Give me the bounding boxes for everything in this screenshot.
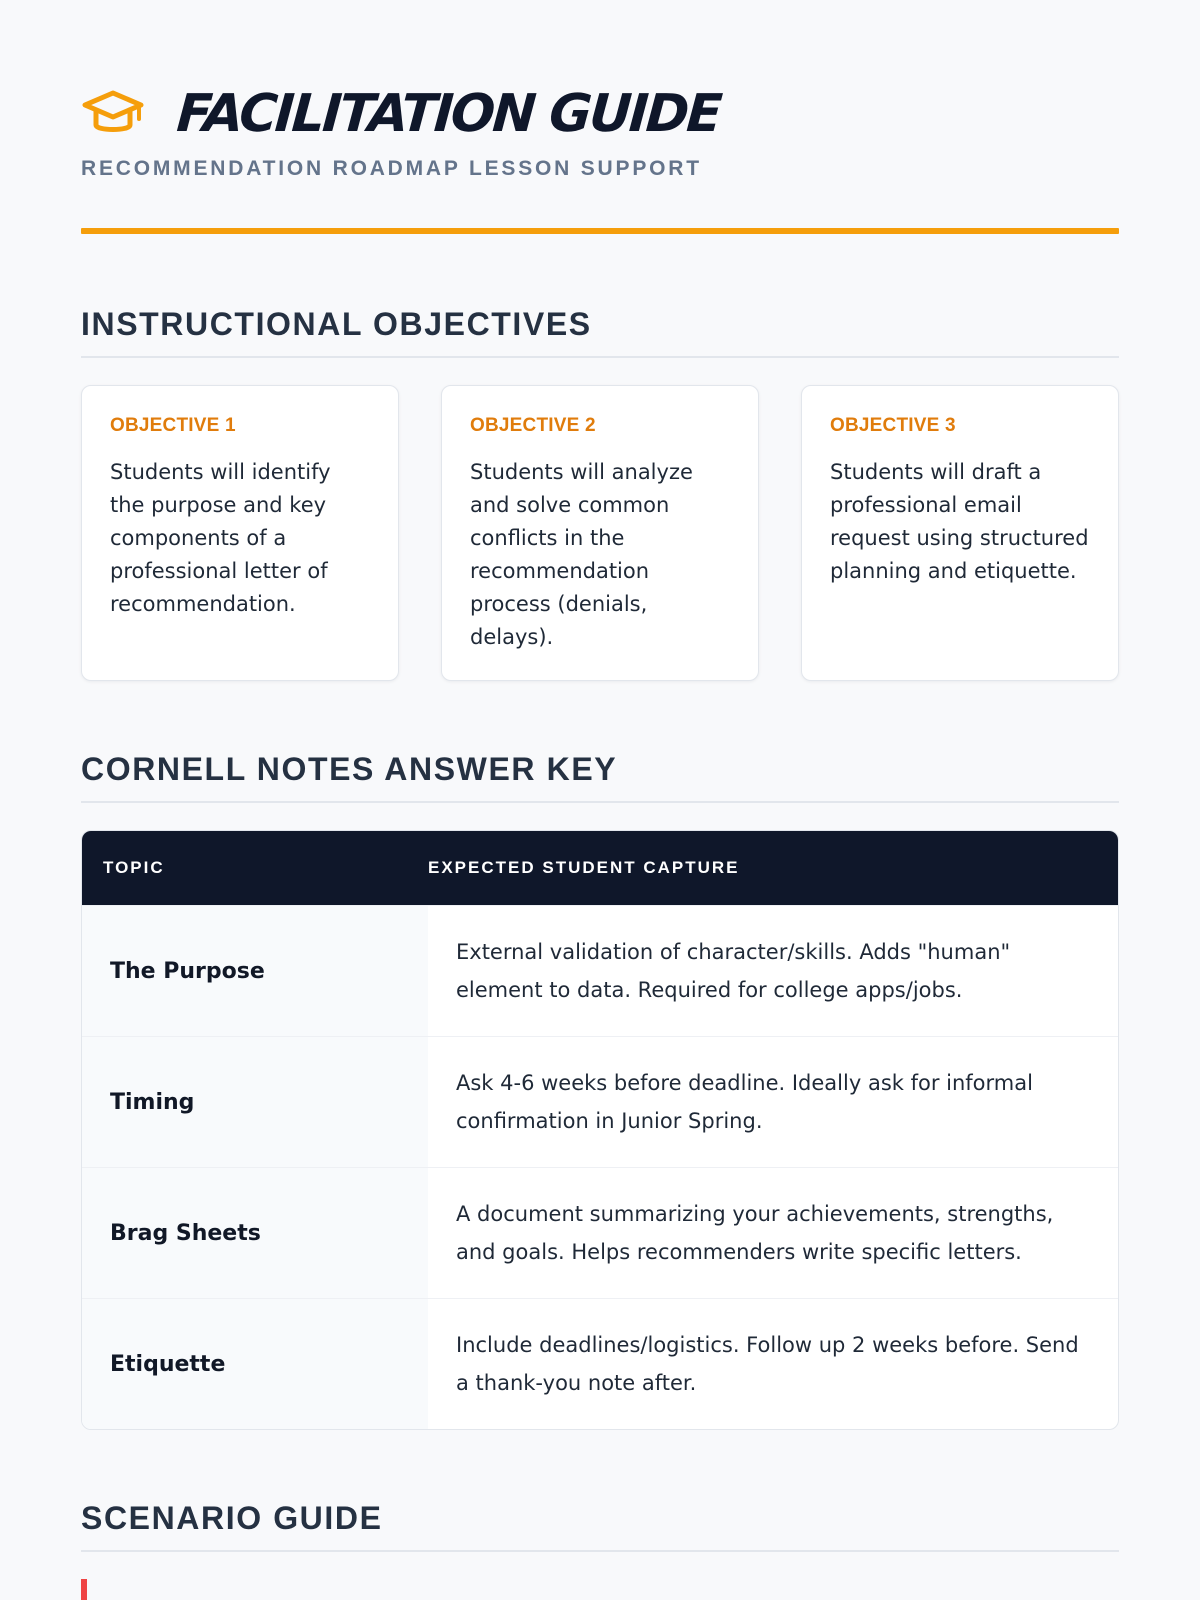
objective-label: OBJECTIVE 2	[470, 415, 596, 436]
table-row	[82, 905, 1118, 1036]
objective-text: Students will draft a professional email request using structured planning and etiquette.	[830, 460, 1089, 583]
page-header	[81, 0, 1119, 234]
table-row	[82, 1298, 1118, 1429]
graduation-cap-icon	[81, 89, 145, 139]
objective-cards	[81, 385, 1119, 681]
row-capture: Ask 4-6 weeks before deadline. Ideally ask for informal confirmation in Junior Spring.	[456, 1071, 1033, 1133]
objective-label: OBJECTIVE 1	[110, 415, 236, 436]
row-topic: The Purpose	[82, 906, 428, 1036]
objective-card-2	[441, 385, 759, 681]
row-topic: Brag Sheets	[82, 1168, 428, 1298]
row-capture: A document summarizing your achievements, strengths, and goals. Helps recommenders write specific letters.	[456, 1202, 1054, 1264]
title-row	[81, 86, 1119, 142]
scenario-section	[81, 1498, 1119, 1600]
row-capture: Include deadlines/logistics. Follow up 2 weeks before. Send a thank-you note after.	[456, 1333, 1079, 1395]
answer-key-table	[81, 830, 1119, 1430]
row-capture: External validation of character/skills. Adds "human" element to data. Required for college apps/jobs.	[456, 940, 1011, 1002]
scenario-accent-bar	[81, 1579, 87, 1600]
cornell-heading: CORNELL NOTES ANSWER KEY	[81, 749, 1119, 803]
objective-text: Students will analyze and solve common conflicts in the recommendation process (denials, delays).	[470, 460, 693, 649]
table-row	[82, 1036, 1118, 1167]
row-topic: Etiquette	[82, 1299, 428, 1429]
objectives-heading: INSTRUCTIONAL OBJECTIVES	[81, 304, 1119, 358]
objective-label: OBJECTIVE 3	[830, 415, 956, 436]
page-title: FACILITATION GUIDE	[174, 84, 722, 144]
row-topic: Timing	[82, 1037, 428, 1167]
table-row	[82, 1167, 1118, 1298]
column-header-capture: EXPECTED STUDENT CAPTURE	[428, 858, 740, 877]
column-header-topic: TOPIC	[103, 858, 165, 877]
scenario-heading: SCENARIO GUIDE	[81, 1498, 1119, 1552]
objectives-section	[81, 304, 1119, 681]
cornell-notes-section	[81, 749, 1119, 1430]
objective-text: Students will identify the purpose and key components of a professional letter of recommendation.	[110, 460, 331, 616]
table-header	[82, 831, 1118, 905]
objective-card-1	[81, 385, 399, 681]
header-divider	[81, 228, 1119, 234]
page-subtitle: RECOMMENDATION ROADMAP LESSON SUPPORT	[81, 157, 702, 180]
objective-card-3	[801, 385, 1119, 681]
